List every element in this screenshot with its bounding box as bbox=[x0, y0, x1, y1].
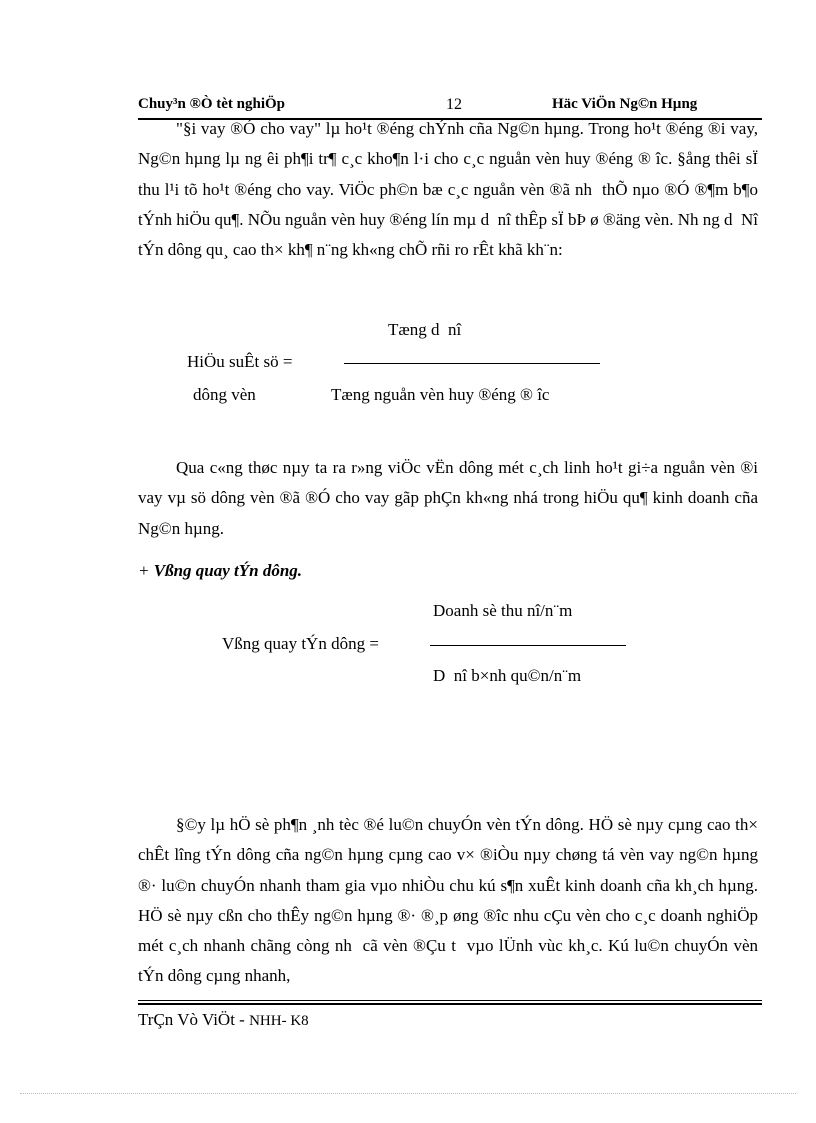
section-heading-credit-turnover bbox=[138, 561, 302, 581]
formula2-lhs: Vßng quay tÝn dông = bbox=[222, 634, 379, 653]
formula1-lhs-line1: HiÖu suÊt sö = bbox=[187, 352, 293, 371]
paragraph-borrowing-lending: "§i vay ®Ó cho vay" lµ ho¹t ®éng chÝnh cña Ng©n hµng. Trong ho¹t ®éng ®i vay, Ng©n hµng lµ ng êi ph¶i tr¶ c¸c kho¶n l·i cho c¸c nguån vèn huy ®éng ® îc. §ång thêi sÏ thu l¹i tõ ho¹t ®éng cho vay. ViÖc ph©n bæ c¸c nguån vèn ®ã nh thÕ nµo ®Ó ®¶m b¶o tÝnh hiÖu qu¶. NÕu nguån vèn huy ®éng lín mµ d nî thÊp sÏ bÞ ø ®äng vèn. Nh ng d Nî tÝn dông qu¸ cao th× kh¶ n¨ng kh«ng chÕ rñi ro rÊt khã kh¨n: bbox=[138, 119, 758, 260]
formula2-denominator: D nî b×nh qu©n/n¨m bbox=[433, 666, 582, 685]
page-number: 12 bbox=[446, 96, 462, 113]
header-institution: Häc ViÖn Ng©n Hµng bbox=[552, 96, 698, 112]
formula2-numerator: Doanh sè thu nî/n¨m bbox=[433, 601, 573, 620]
formula1-lhs-line2: dông vèn bbox=[193, 385, 256, 404]
heading-prefix: + bbox=[138, 561, 154, 580]
footer-rule-top bbox=[138, 1000, 762, 1001]
page-bottom-dotted-rule bbox=[20, 1093, 796, 1094]
paragraph-formula-explanation: Qua c«ng thøc nµy ta ra r»ng viÖc vËn dông mét c¸ch linh ho¹t gi÷a nguån vèn ®i vay vµ sö dông vèn ®ã ®Ó cho vay gãp phÇn kh«ng nhá trong hiÖu qu¶ kinh doanh cña Ng©n hµng. bbox=[138, 458, 758, 538]
formula2-fraction-bar bbox=[430, 645, 626, 646]
footer-rule-bottom bbox=[138, 1003, 762, 1005]
formula1-fraction-bar bbox=[344, 363, 600, 364]
paragraph-turnover-explanation: §©y lµ hÖ sè ph¶n ¸nh tèc ®é lu©n chuyÓn vèn tÝn dông. HÖ sè nµy cµng cao th× chÊt lîng tÝn dông cña ng©n hµng cµng cao v× ®iÒu nµy chøng tá vèn vay ng©n hµng ®· lu©n chuyÓn nhanh tham gia vµo nhiÒu chu kú s¶n xuÊt kinh doanh cña kh¸ch hµng. HÖ sè nµy cßn cho thÊy ng©n hµng ®· ®¸p øng ®îc nhu cÇu vèn cho c¸c doanh nghiÖp mét c¸ch nhanh chãng còng nh cã vèn ®Çu t vµo lÜnh vùc kh¸c. Kú lu©n chuyÓn vèn tÝn dông cµng nhanh, bbox=[138, 815, 758, 986]
footer-class: NHH- K8 bbox=[249, 1013, 309, 1029]
heading-text: Vßng quay tÝn dông. bbox=[153, 561, 303, 580]
header-document-type: Chuy³n ®Ò tèt nghiÖp bbox=[138, 96, 285, 112]
page-footer bbox=[138, 1010, 309, 1030]
formula1-denominator: Tæng nguån vèn huy ®éng ® îc bbox=[331, 385, 550, 404]
footer-author: TrÇn Vò ViÖt - bbox=[138, 1010, 250, 1029]
formula1-numerator: Tæng d nî bbox=[388, 320, 462, 339]
